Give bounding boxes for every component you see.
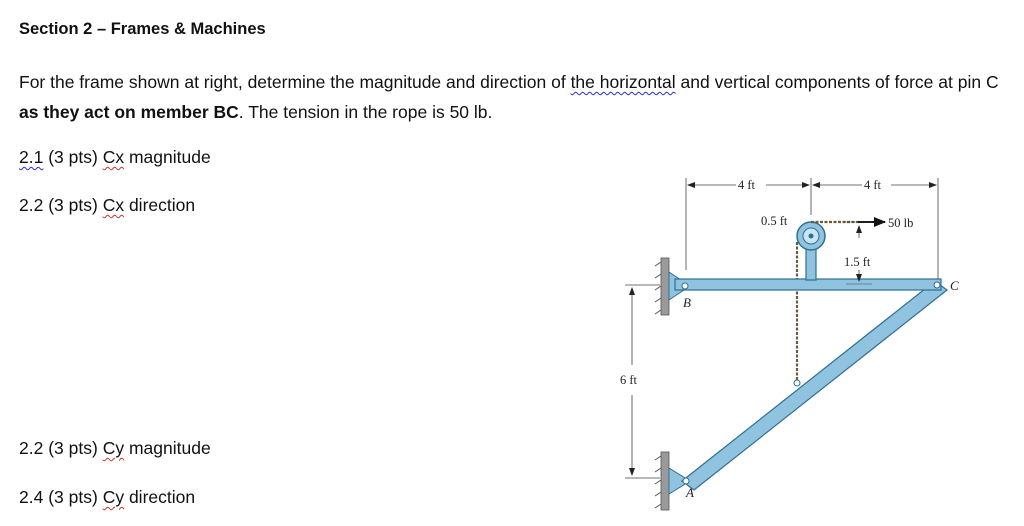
question-points: (3 pts): [48, 147, 98, 167]
problem-text-1: For the frame shown at right, determine the magnitude and direction of: [19, 72, 571, 92]
question-number: 2.2: [19, 195, 44, 215]
question-variable: Cx: [102, 147, 125, 167]
label-c: C: [950, 278, 959, 293]
member-bc: [675, 279, 941, 290]
pin-b: [682, 283, 688, 289]
question-label: magnitude: [128, 438, 211, 458]
dim-left-label: 4 ft: [738, 178, 756, 192]
force-label: 50 lb: [888, 216, 914, 230]
label-b: B: [683, 295, 691, 310]
question-variable: Cy: [102, 487, 125, 507]
question-label: magnitude: [128, 147, 211, 167]
problem-underlined: the horizontal: [570, 72, 676, 92]
dim-right-label: 4 ft: [864, 178, 882, 192]
wall-bottom: [655, 452, 669, 510]
dimension-height: [620, 285, 660, 478]
wall-top: [655, 258, 669, 315]
question-label: direction: [128, 487, 196, 507]
question-number: 2.1: [19, 147, 44, 167]
question-variable: Cx: [102, 195, 125, 215]
pin-c: [934, 282, 940, 288]
rope-anchor: [794, 380, 800, 386]
problem-bold: as they act on member BC: [19, 102, 239, 122]
question-label: direction: [128, 195, 196, 215]
dimension-post: [844, 222, 872, 284]
dim-pulley-label: 0.5 ft: [761, 214, 788, 228]
problem-text-2: and vertical components of force at pin C: [675, 72, 999, 92]
question-number: 2.4: [19, 487, 44, 507]
question-variable: Cy: [102, 438, 125, 458]
dim-post-label: 1.5 ft: [844, 255, 871, 269]
section-title: Section 2 – Frames & Machines: [19, 20, 266, 38]
pin-a: [683, 478, 689, 484]
question-points: (3 pts): [48, 195, 98, 215]
label-a: A: [686, 485, 694, 500]
question-points: (3 pts): [48, 438, 98, 458]
question-number: 2.2: [19, 438, 44, 458]
problem-text-3: . The tension in the rope is 50 lb.: [238, 102, 493, 122]
question-points: (3 pts): [48, 487, 98, 507]
member-ac: [682, 281, 947, 490]
dim-height-label: 6 ft: [620, 373, 638, 387]
